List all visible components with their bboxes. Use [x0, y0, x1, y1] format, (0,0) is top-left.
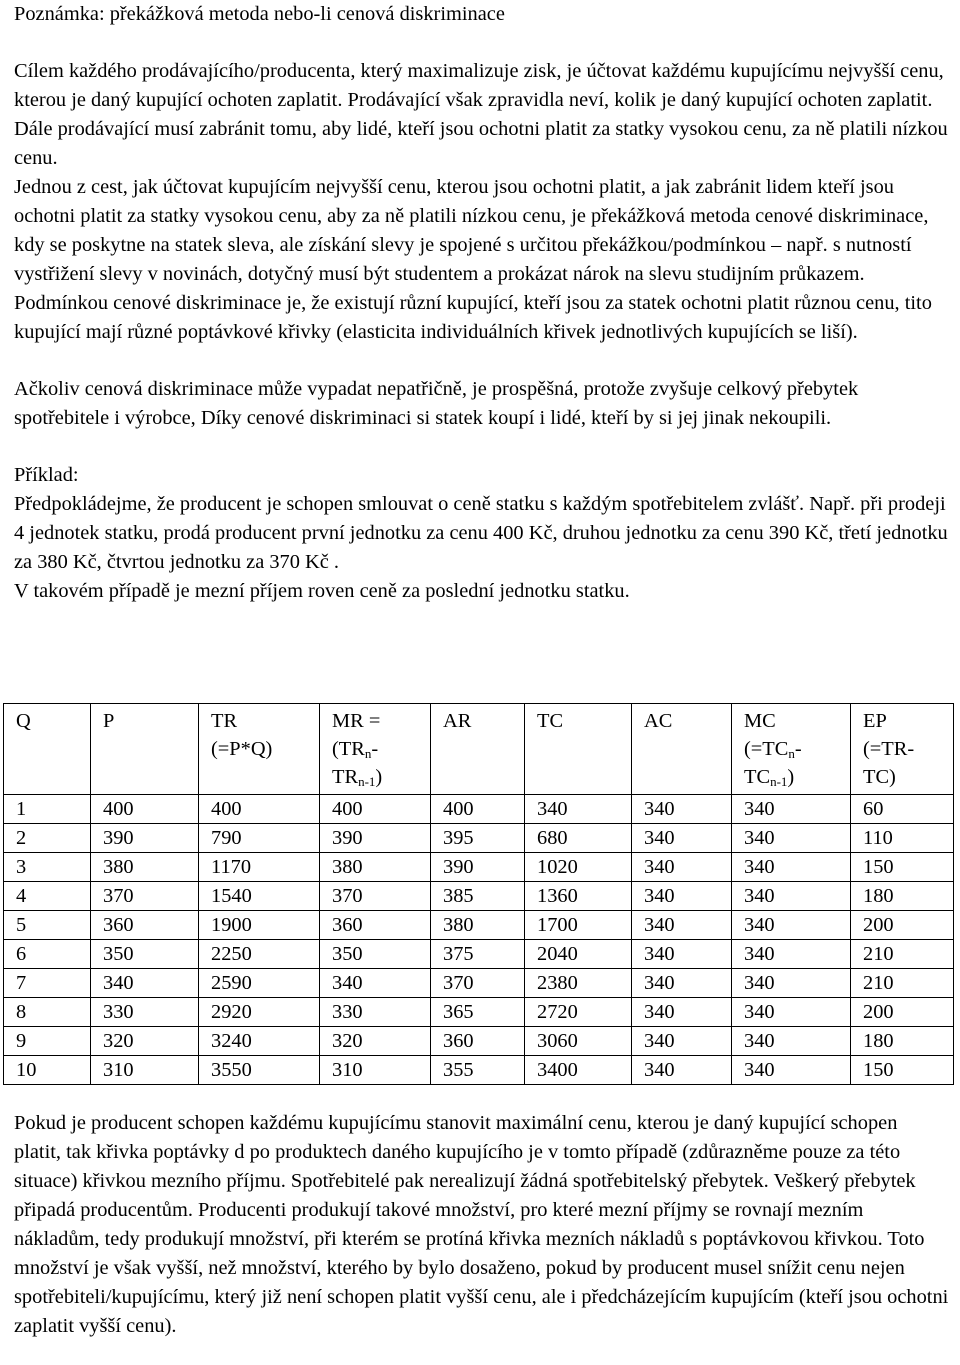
table-cell: 1540	[199, 882, 320, 911]
table-cell: 340	[732, 940, 851, 969]
table-cell: 355	[431, 1056, 525, 1085]
table-cell: 3	[4, 853, 91, 882]
table-row	[4, 1056, 954, 1085]
table-cell: 340	[732, 824, 851, 853]
table-cell: 330	[320, 998, 431, 1027]
table-cell: 3240	[199, 1027, 320, 1056]
table-cell: 1020	[525, 853, 632, 882]
table-cell: 400	[199, 795, 320, 824]
table-cell: 380	[320, 853, 431, 882]
table-cell: 6	[4, 940, 91, 969]
table-cell: 360	[91, 911, 199, 940]
table-cell: 320	[91, 1027, 199, 1056]
table-cell: 1170	[199, 853, 320, 882]
table-cell: 340	[632, 940, 732, 969]
table-cell: 2590	[199, 969, 320, 998]
table-cell: 340	[632, 911, 732, 940]
table-cell: 310	[91, 1056, 199, 1085]
paragraph-condition: Podmínkou cenové diskriminace je, že existují různí kupující, kteří jsou za statek ochotni platit různou cenu, tito kupující mají různé poptávkové křivky (elasticita individuálních křivek jednotlivých kupujících se liší).	[14, 292, 932, 343]
table-row	[4, 882, 954, 911]
table-cell: 2040	[525, 940, 632, 969]
document-body	[14, 0, 949, 606]
table-cell: 680	[525, 824, 632, 853]
table-cell: 360	[431, 1027, 525, 1056]
table-cell: 1360	[525, 882, 632, 911]
table-cell: 340	[732, 882, 851, 911]
table-row	[4, 940, 954, 969]
table-cell: 370	[320, 882, 431, 911]
table-cell: 3550	[199, 1056, 320, 1085]
table-cell: 3060	[525, 1027, 632, 1056]
header-p: P	[91, 704, 199, 795]
table-cell: 150	[851, 853, 954, 882]
table-row	[4, 853, 954, 882]
table-cell: 7	[4, 969, 91, 998]
table-cell: 8	[4, 998, 91, 1027]
table-cell: 790	[199, 824, 320, 853]
table-cell: 340	[732, 911, 851, 940]
table-cell: 210	[851, 940, 954, 969]
table-cell: 400	[431, 795, 525, 824]
table-cell: 340	[732, 1027, 851, 1056]
table-cell: 365	[431, 998, 525, 1027]
table-cell: 350	[320, 940, 431, 969]
table-cell: 340	[732, 998, 851, 1027]
table-cell: 390	[91, 824, 199, 853]
table-cell: 340	[632, 882, 732, 911]
table-cell: 5	[4, 911, 91, 940]
header-q: Q	[4, 704, 91, 795]
table-cell: 350	[91, 940, 199, 969]
paragraph-example: Předpokládejme, že producent je schopen smlouvat o ceně statku s každým spotřebitelem zvlášť. Např. při prodeji 4 jednotek statku, prodá producent první jednotku za cenu 400 Kč, druhou jednotku za cenu 390 Kč, třetí jednotku za 380 Kč, čtvrtou jednotku za 370 Kč .	[14, 493, 948, 573]
table-cell: 340	[632, 1027, 732, 1056]
example-label: Příklad:	[14, 464, 79, 486]
paragraph-conclusion: Pokud je producent schopen každému kupujícímu stanovit maximální cenu, kterou je daný kupující schopen platit, tak křivka poptávky d po produktech daného kupujícího je v tomto případě (zdůrazněme pouze za této situace) křivkou mezního příjmu. Spotřebitelé pak nerealizují žádná spotřebitelský přebytek. Veškerý přebytek připadá producentům. Producenti produkují takové množství, pro které mezní příjmy se rovnají mezním nákladům, tedy produkují množství, při kterém se protíná křivka mezních nákladů s poptávkovou křivkou. Toto množství je však vyšší, než množství, kterého by bylo dosaženo, pokud by producent musel snížit cenu nejen spotřebiteli/kupujícímu, který již není schopen platit vyšší cenu, ale i předcházejícím kupujícím (kteří jsou ochotni zaplatit vyšší cenu).	[14, 1112, 949, 1337]
table-cell: 200	[851, 998, 954, 1027]
table-cell: 2720	[525, 998, 632, 1027]
table-cell: 340	[732, 1056, 851, 1085]
table-row	[4, 824, 954, 853]
table-cell: 1700	[525, 911, 632, 940]
table-cell: 380	[91, 853, 199, 882]
table-cell: 340	[91, 969, 199, 998]
table-cell: 10	[4, 1056, 91, 1085]
table-cell: 340	[632, 853, 732, 882]
table-row	[4, 969, 954, 998]
header-tr: TR (=P*Q)	[199, 704, 320, 795]
table-cell: 320	[320, 1027, 431, 1056]
table-row	[4, 795, 954, 824]
table-cell: 180	[851, 1027, 954, 1056]
table-cell: 110	[851, 824, 954, 853]
paragraph-benefit: Ačkoliv cenová diskriminace může vypadat nepatřičně, je prospěšná, protože zvyšuje celkový přebytek spotřebitele i výrobce, Díky cenové diskriminaci si statek koupí i lidé, kteří by si jej jinak nekoupili.	[14, 378, 859, 429]
header-ep: EP (=TR- TC)	[851, 704, 954, 795]
table-cell: 400	[91, 795, 199, 824]
table-cell: 340	[632, 998, 732, 1027]
table-cell: 2	[4, 824, 91, 853]
table-cell: 370	[91, 882, 199, 911]
table-cell: 340	[632, 824, 732, 853]
table-cell: 390	[320, 824, 431, 853]
header-mc: MC ($=TC_n-$ $TC_{n-1}$)	[732, 704, 851, 795]
table-cell: 210	[851, 969, 954, 998]
table-cell: 3400	[525, 1056, 632, 1085]
table-row	[4, 998, 954, 1027]
table-cell: 330	[91, 998, 199, 1027]
table-cell: 180	[851, 882, 954, 911]
table-row	[4, 1027, 954, 1056]
table-cell: 385	[431, 882, 525, 911]
paragraph-hurdle-method: Jednou z cest, jak účtovat kupujícím nejvyšší cenu, kterou jsou ochotni platit, a jak zabránit lidem kteří jsou ochotni platit za statky vysokou cenu, aby za ně platili nízkou cenu, je překážková metoda cenové diskriminace, kdy se poskytne na statek sleva, ale získání slevy je spojené s určitou překážkou/podmínkou – např. s nutností vystřižení slevy v novinách, dotyčný musí být studentem a prokázat nárok na slevu studijním průkazem.	[14, 176, 929, 285]
table-cell: 390	[431, 853, 525, 882]
note-title: Poznámka: překážková metoda nebo-li cenová diskriminace	[14, 3, 505, 25]
table-cell: 395	[431, 824, 525, 853]
table-cell: 370	[431, 969, 525, 998]
table-cell: 340	[632, 969, 732, 998]
conclusion-section	[14, 1109, 949, 1341]
table-cell: 200	[851, 911, 954, 940]
table-header-row	[4, 704, 954, 795]
table-cell: 340	[525, 795, 632, 824]
header-ac: AC	[632, 704, 732, 795]
table-cell: 310	[320, 1056, 431, 1085]
table-cell: 340	[320, 969, 431, 998]
header-tc: TC	[525, 704, 632, 795]
table-cell: 340	[632, 1056, 732, 1085]
paragraph-goal: Cílem každého prodávajícího/producenta, který maximalizuje zisk, je účtovat každému kupujícímu nejvyšší cenu, kterou je daný kupující ochoten zaplatit. Prodávající však zpravidla neví, kolik je daný kupující ochoten zaplatit. Dále prodávající musí zabránit tomu, aby lidé, kteří jsou ochotni platit za statky vysokou cenu, za ně platili nízkou cenu.	[14, 60, 948, 169]
table-cell: 9	[4, 1027, 91, 1056]
price-discrimination-table	[3, 703, 954, 1085]
table-cell: 360	[320, 911, 431, 940]
table-cell: 2920	[199, 998, 320, 1027]
table-cell: 60	[851, 795, 954, 824]
paragraph-marginal-revenue: V takovém případě je mezní příjem roven ceně za poslední jednotku statku.	[14, 580, 630, 602]
table-cell: 2380	[525, 969, 632, 998]
table-cell: 1	[4, 795, 91, 824]
table-cell: 4	[4, 882, 91, 911]
table-cell: 340	[732, 853, 851, 882]
header-mr: MR = ($TR_n-$ $TR_{n-1}$)	[320, 704, 431, 795]
table-cell: 340	[632, 795, 732, 824]
table-cell: 340	[732, 795, 851, 824]
table-cell: 380	[431, 911, 525, 940]
table-cell: 2250	[199, 940, 320, 969]
table-cell: 1900	[199, 911, 320, 940]
table-cell: 340	[732, 969, 851, 998]
header-ar: AR	[431, 704, 525, 795]
table-row	[4, 911, 954, 940]
table-cell: 375	[431, 940, 525, 969]
table-cell: 400	[320, 795, 431, 824]
table-cell: 150	[851, 1056, 954, 1085]
